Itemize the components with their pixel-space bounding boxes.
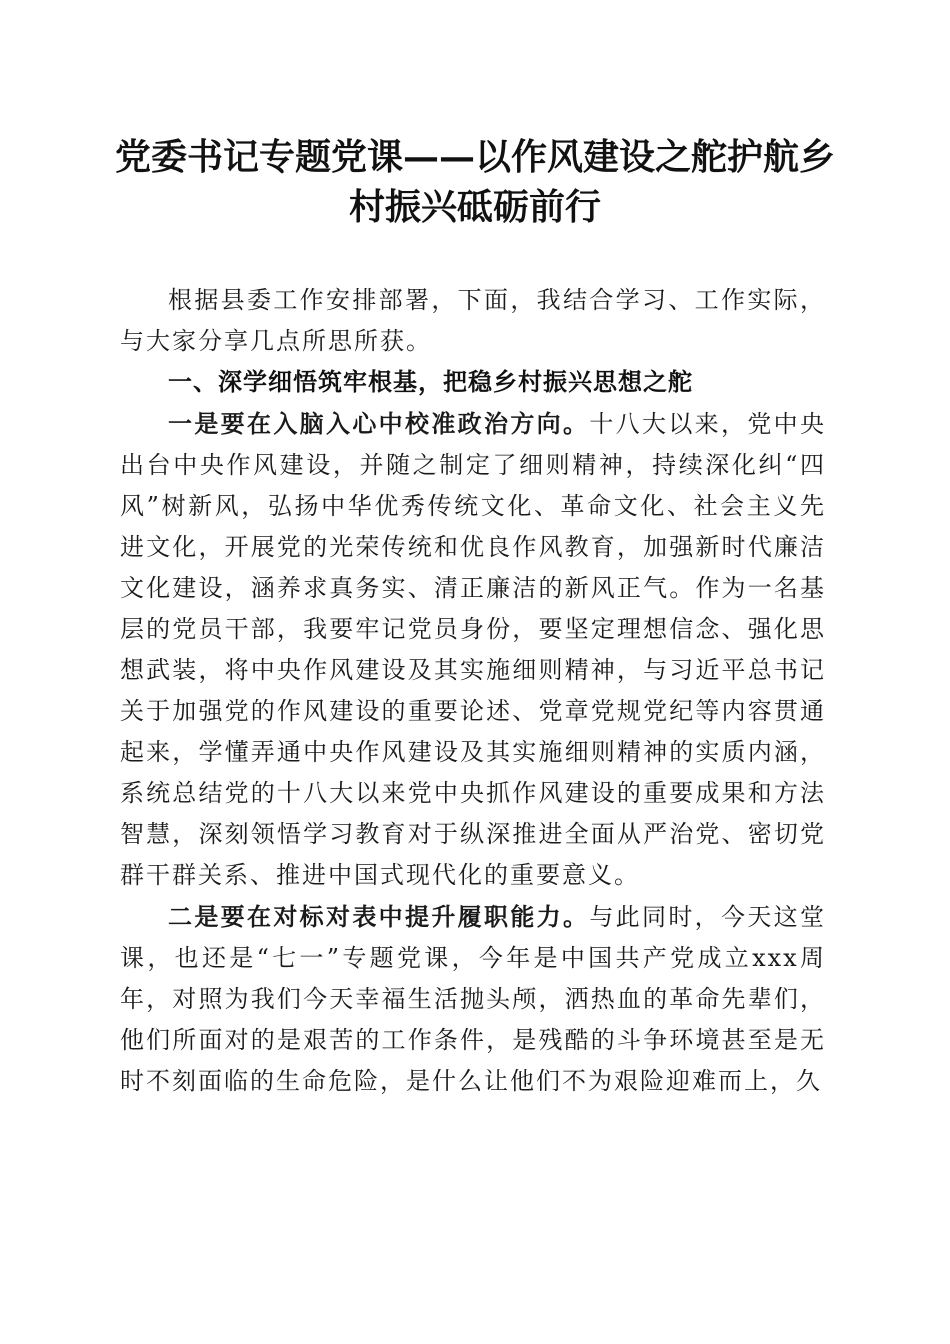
title-line-2: 村振兴砥砺前行 bbox=[348, 186, 601, 228]
section-heading-1: 一、深学细悟筑牢根基，把稳乡村振兴思想之舵 bbox=[168, 368, 693, 396]
paragraph-1 bbox=[120, 403, 826, 896]
paragraph-2 bbox=[120, 896, 826, 1102]
paragraph-2-lead: 二是要在对标对表中提升履职能力。 bbox=[168, 902, 590, 931]
paragraph-1-lead: 一是要在入脑入心中校准政治方向。 bbox=[168, 409, 590, 438]
document-title bbox=[100, 132, 850, 232]
title-line-1: 党委书记专题党课——以作风建设之舵护航乡 bbox=[114, 136, 835, 178]
paragraph-1-text: 十八大以来，党中央出台中央作风建设，并随之制定了细则精神，持续深化纠“四风”树新风，弘扬中华优秀传统文化、革命文化、社会主义先进文化，开展党的光荣传统和优良作风教育，加强新时代廉洁文化建设，涵养求真务实、清正廉洁的新风正气。作为一名基层的党员干部，我要牢记党员身份，要坚定理想信念、强化思想武装，将中央作风建设及其实施细则精神，与习近平总书记关于加强党的作风建设的重要论述、党章党规党纪等内容贯通起来，学懂弄通中央作风建设及其实施细则精神的实质内涵，系统总结党的十八大以来党中央抓作风建设的重要成果和方法智慧，深刻领悟学习教育对于纵深推进全面从严治党、密切党群干群关系、推进中国式现代化的重要意义。 bbox=[120, 410, 827, 889]
intro-paragraph: 根据县委工作安排部署，下面，我结合学习、工作实际，与大家分享几点所思所获。 bbox=[120, 286, 826, 355]
document-body bbox=[120, 280, 826, 1102]
paragraph-2-text: 与此同时，今天这堂课，也还是“七一”专题党课，今年是中国共产党成立xxx周年，对照为我们今天幸福生活抛头颅，洒热血的革命先辈们，他们所面对的是艰苦的工作条件，是残酷的斗争环境甚至是无时不刻面临的生命危险，是什么让他们不为艰险迎难而上，久 bbox=[120, 903, 827, 1095]
